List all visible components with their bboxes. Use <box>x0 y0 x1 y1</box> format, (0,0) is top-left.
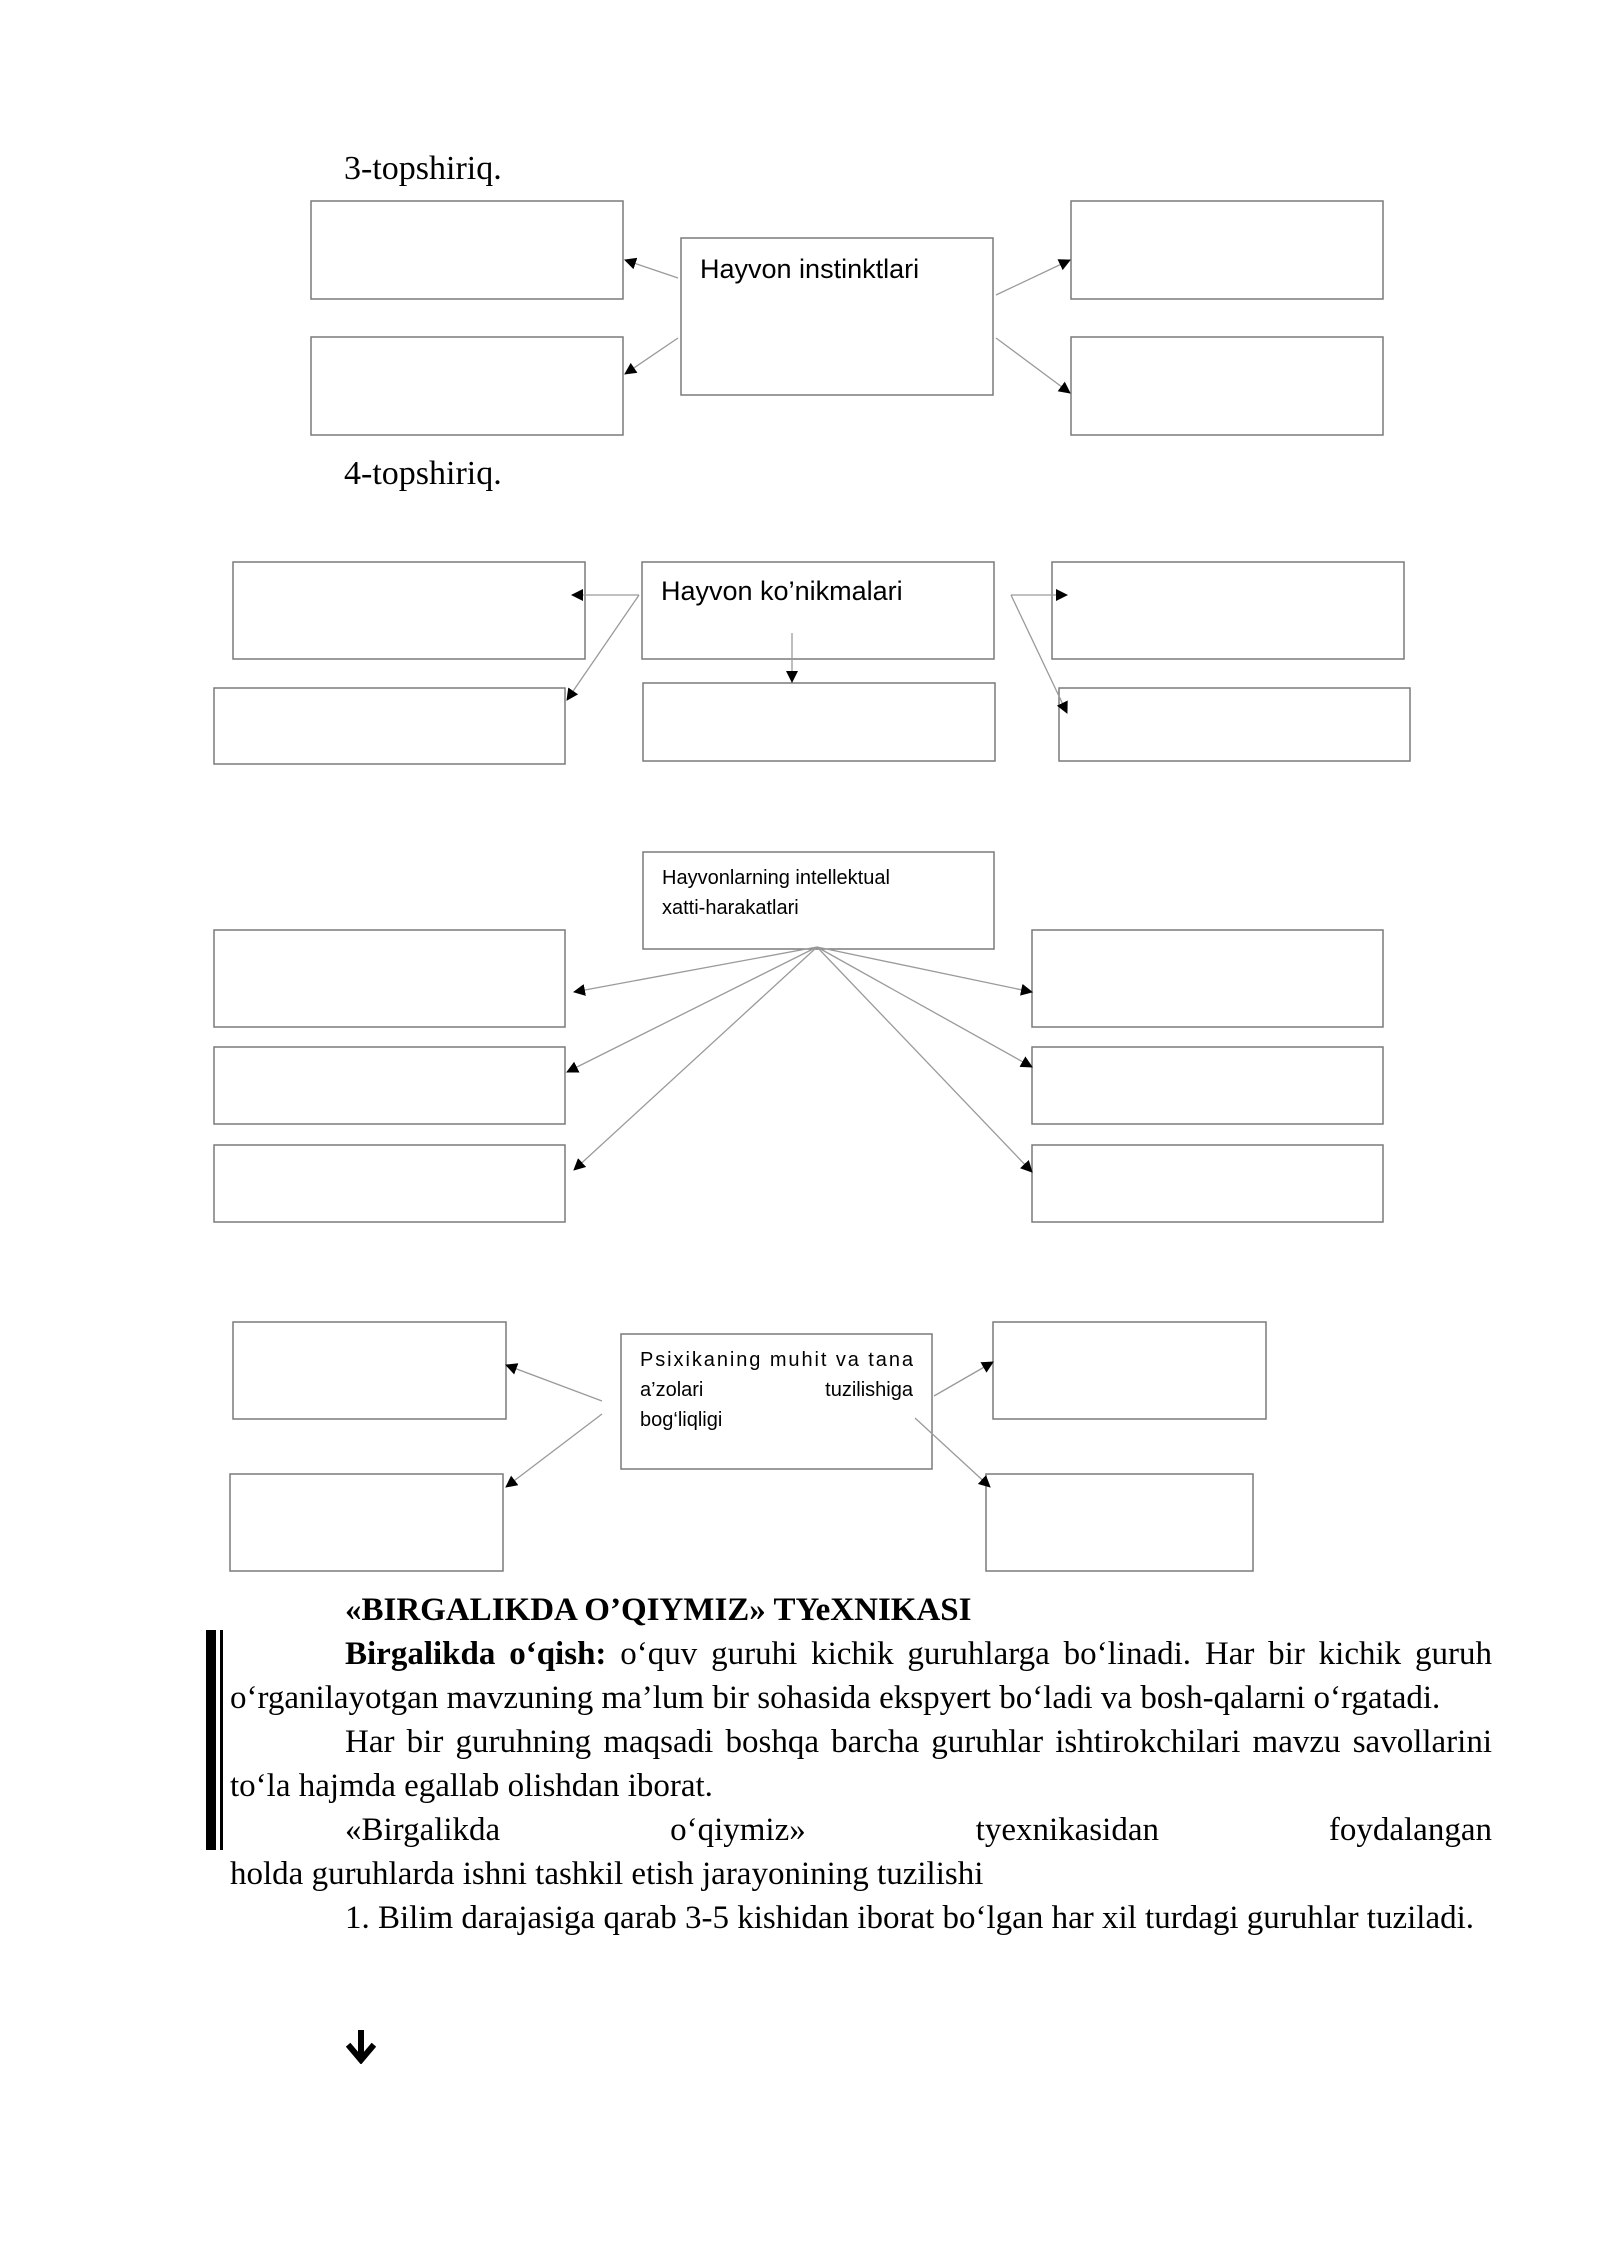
task3-box-top-left <box>311 201 623 299</box>
task4-box-bottom-left <box>214 688 565 764</box>
psyche-center-label-line3: bog‘liqligi <box>640 1409 723 1431</box>
paragraph-3-word: «Birgalikda <box>345 1812 501 1848</box>
paragraph-3-word: foydalangan <box>1328 1812 1492 1848</box>
connector-arrow <box>996 338 1070 393</box>
connector-arrow <box>625 260 678 278</box>
task3-center-label: Hayvon instinktlari <box>700 254 920 284</box>
intellect-box-left-3 <box>214 1145 565 1222</box>
task3-box-top-right <box>1071 201 1383 299</box>
connector-arrow <box>934 1362 993 1396</box>
psyche-center-label-line1: Psixikaning muhit va tana <box>640 1349 913 1371</box>
connector-arrow <box>506 1365 602 1401</box>
paragraph-1-text: o‘quv guruhi kichik guruhlarga bo‘linadi. Har bir kichik guruh o‘rganilayotgan mavzuning ma’lum bir sohasida ekspyert bo‘ladi va bosh-qalarni o‘rgatadi. <box>230 1636 1492 1716</box>
connector-arrow <box>574 947 817 1170</box>
paragraph-3-line1 <box>230 1808 1492 1852</box>
task4-box-bottom-center <box>643 683 995 761</box>
connector-arrow <box>506 1414 602 1487</box>
connector-arrow <box>817 947 1032 1067</box>
paragraph-3-word: tyexnikasidan <box>975 1812 1159 1848</box>
paragraph-3-word: o‘qiymiz» <box>670 1812 806 1848</box>
connector-arrow <box>817 947 1032 992</box>
task3-box-bottom-left <box>311 337 623 435</box>
task4-box-top-left <box>233 562 585 659</box>
paragraph-2: Har bir guruhning maqsadi boshqa barcha guruhlar ishtirokchilari mavzu savollarini to‘la hajmda egallab olishdan iborat. <box>230 1724 1492 1804</box>
psyche-box-top-left <box>233 1322 506 1419</box>
intellect-box-right-1 <box>1032 930 1383 1027</box>
task4-box-bottom-right <box>1059 688 1410 761</box>
intellect-center-label-line2: xatti-harakatlari <box>662 897 799 919</box>
paragraph-1 <box>230 1632 1492 1720</box>
connector-arrow <box>567 947 817 1072</box>
paragraph-3-line2: holda guruhlarda ishni tashkil etish jarayonining tuzilishi <box>230 1856 984 1892</box>
connector-arrow <box>996 260 1070 295</box>
section-content <box>230 1588 1492 1940</box>
paragraph-1-lead: Birgalikda o‘qish: <box>345 1636 607 1672</box>
psyche-box-bottom-right <box>986 1474 1253 1571</box>
intellect-box-right-3 <box>1032 1145 1383 1222</box>
connector-arrow <box>574 947 817 992</box>
section-title: «BIRGALIKDA O’QIYMIZ» TYeXNIKASI <box>345 1592 972 1628</box>
margin-bar-thick <box>206 1630 216 1850</box>
arrow-down-icon <box>346 2030 376 2064</box>
paragraph-4: 1. Bilim darajasiga qarab 3-5 kishidan iborat bo‘lgan har xil turdagi guruhlar tuziladi. <box>345 1900 1475 1936</box>
task4-center-label: Hayvon ko’nikmalari <box>661 576 903 606</box>
task3-box-bottom-right <box>1071 337 1383 435</box>
task3-heading: 3-topshiriq. <box>344 150 502 187</box>
connector-arrow <box>817 947 1032 1172</box>
task4-box-top-right <box>1052 562 1404 659</box>
psyche-center-label-line2a: a’zolari <box>640 1379 704 1401</box>
connector-arrow <box>625 338 678 374</box>
intellect-box-left-2 <box>214 1047 565 1124</box>
margin-bar-thin <box>220 1630 223 1850</box>
intellect-center-label-line1: Hayvonlarning intellektual <box>662 867 890 889</box>
psyche-box-bottom-left <box>230 1474 503 1571</box>
intellect-box-right-2 <box>1032 1047 1383 1124</box>
intellect-box-left-1 <box>214 930 565 1027</box>
task4-heading: 4-topshiriq. <box>344 455 502 492</box>
psyche-box-top-right <box>993 1322 1266 1419</box>
psyche-center-label-line2b: tuzilishiga <box>825 1379 913 1401</box>
